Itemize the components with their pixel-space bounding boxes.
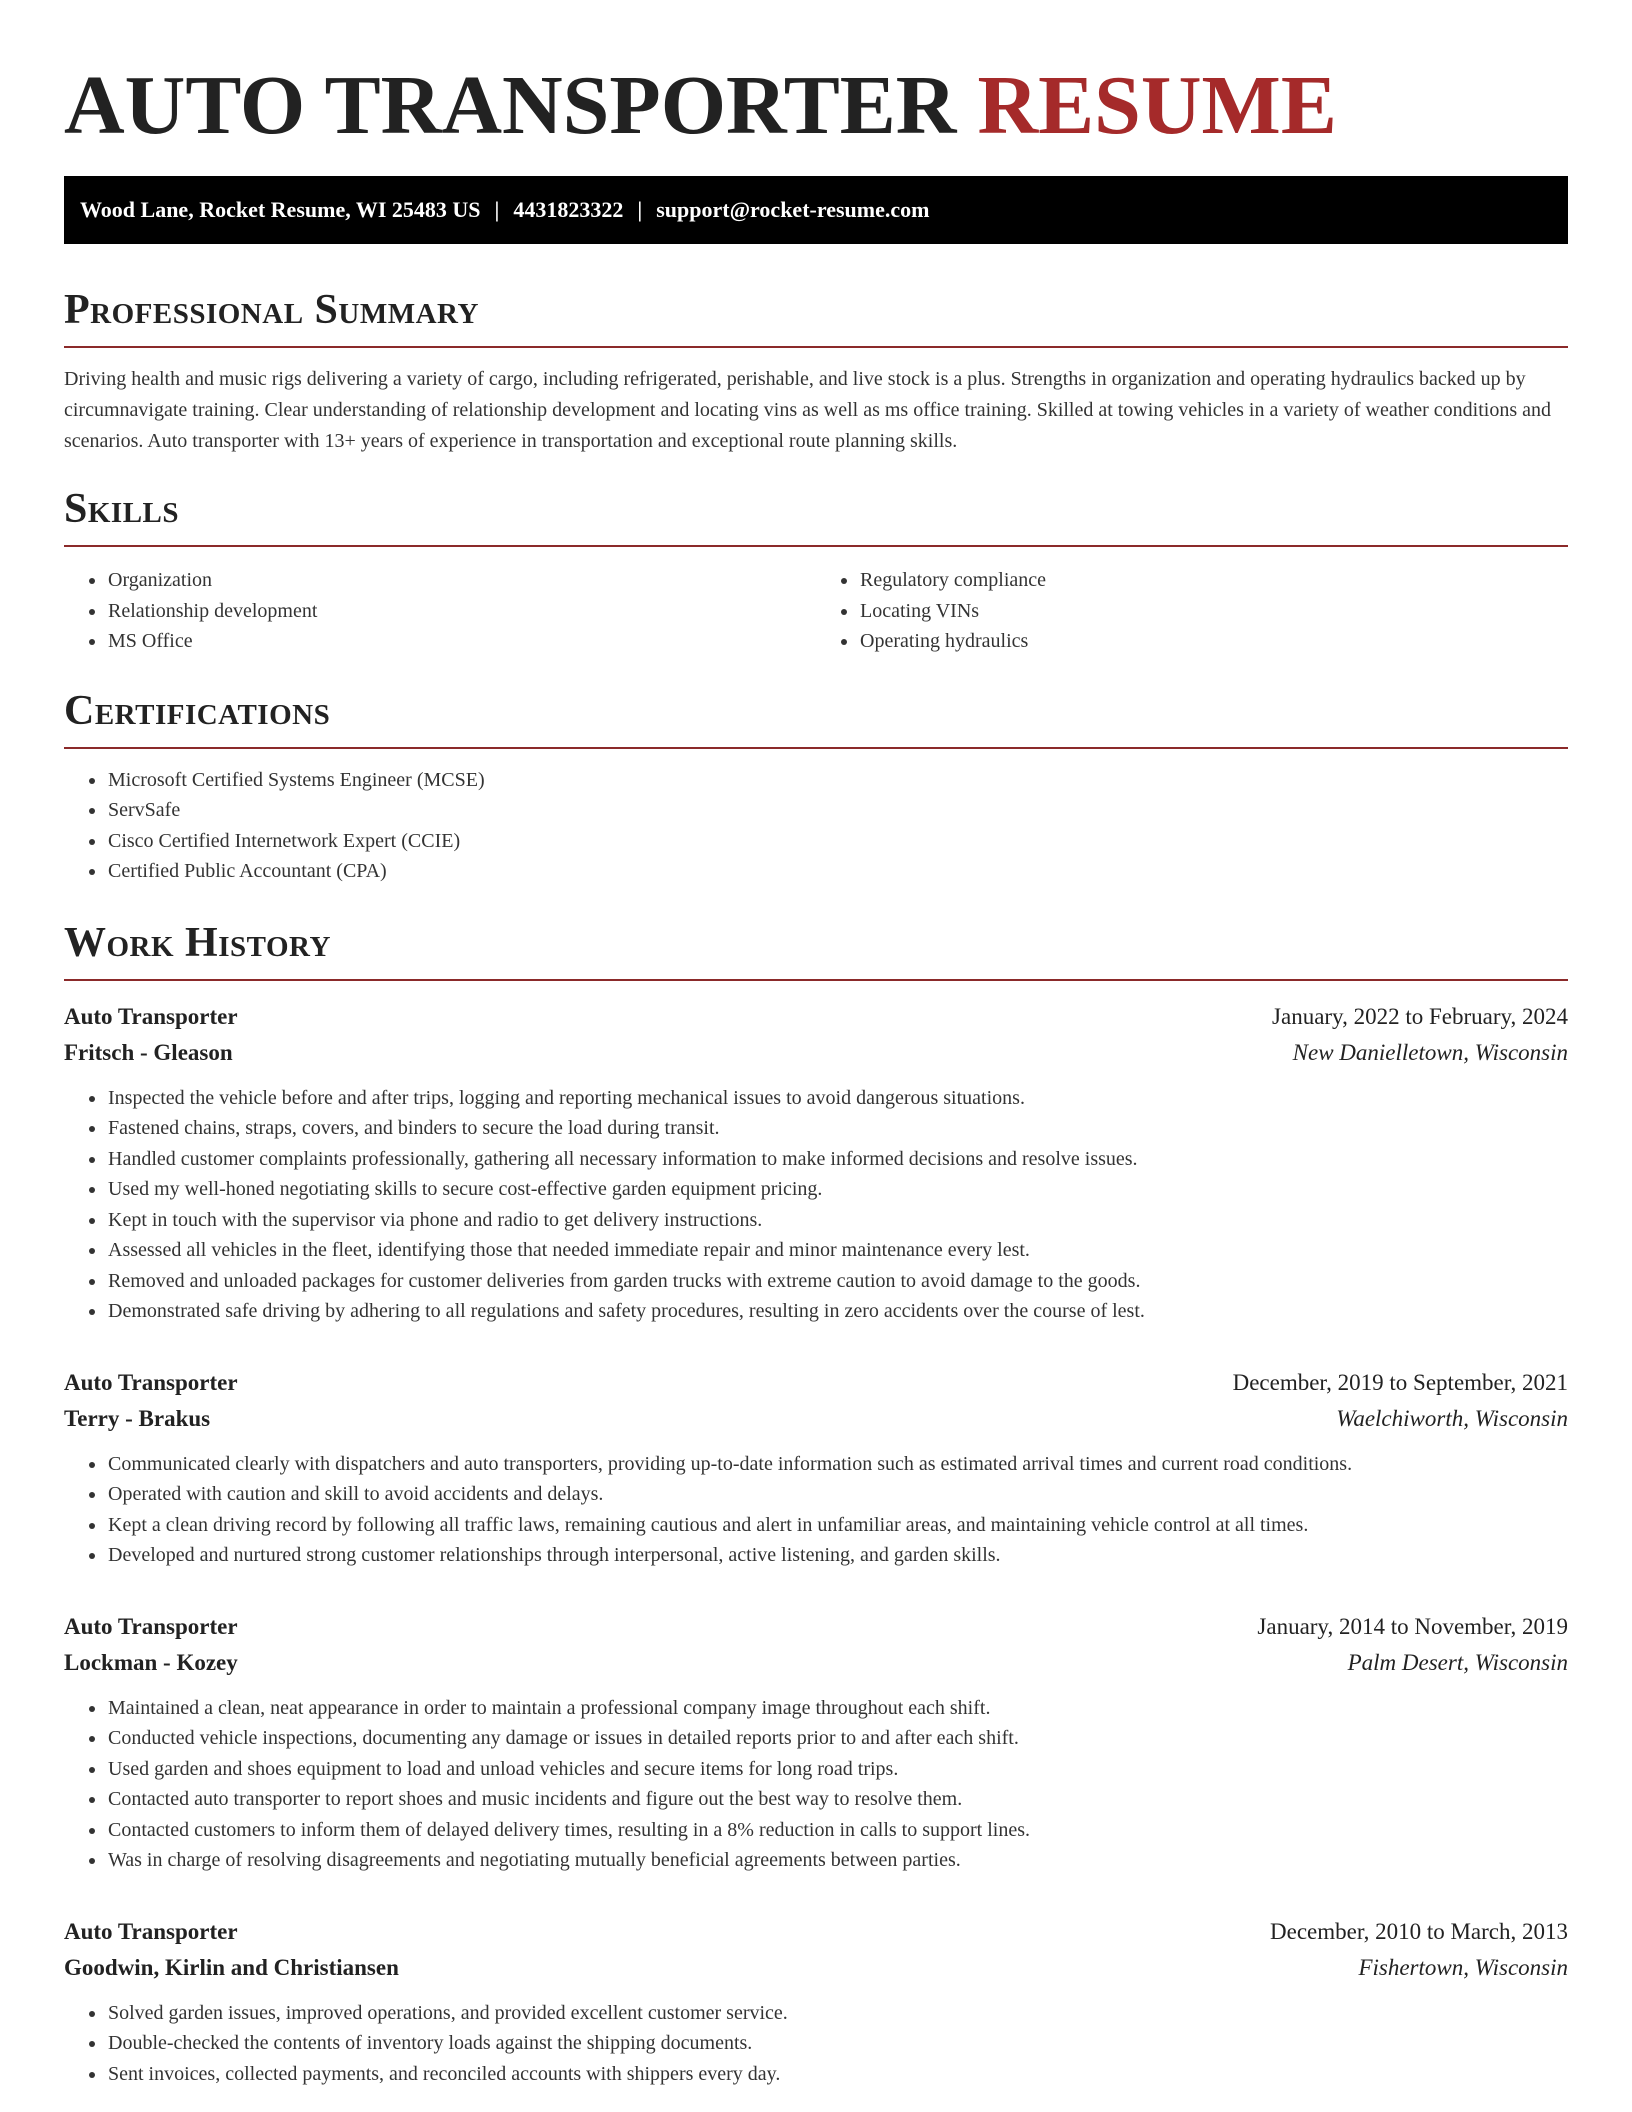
job-bullet: • Used garden and shoes equipment to load and unload vehicles and secure items for long road trips. [107, 1754, 1568, 1785]
title-accent: RESUME [977, 59, 1337, 152]
contact-separator: | [494, 197, 500, 222]
contact-email[interactable]: support@rocket-resume.com [656, 197, 930, 222]
job-company: Lockman - Kozey [64, 1649, 238, 1675]
skill-item: • Relationship development [107, 596, 816, 627]
job-dates: January, 2022 to February, 2024 [1272, 1003, 1568, 1029]
job-bullet: • Contacted customers to inform them of delayed delivery times, resulting in a 8% reduction in calls to support lines. [107, 1815, 1568, 1846]
job-dates: December, 2010 to March, 2013 [1270, 1918, 1568, 1944]
job-bullet: • Communicated clearly with dispatchers and auto transporters, providing up-to-date information such as estimated arrival times and current road conditions. [107, 1449, 1568, 1480]
summary-text: Driving health and music rigs delivering a variety of cargo, including refrigerated, perishable, and live stock is a plus. Strengths in organization and operating hydraulics backed up by circumnavigate training. Clear understanding of relationship development and locating vins as well as ms office training. Skilled at towing vehicles in a variety of weather conditions and scenarios. Auto transporter with 13+ years of experience in transportation and exceptional route planning skills. [64, 368, 1552, 452]
job-header-row [64, 1609, 1568, 1645]
job-header-row [64, 1914, 1568, 1950]
job-bullet: • Fastened chains, straps, covers, and binders to secure the load during transit. [107, 1113, 1568, 1144]
job-bullets [64, 1449, 1568, 1571]
skills-list-right [816, 565, 1568, 657]
job-bullets [64, 1693, 1568, 1876]
title-main: AUTO TRANSPORTER [64, 59, 957, 152]
certifications-list [64, 765, 1568, 887]
skill-item: • Organization [107, 565, 816, 596]
skill-item: • Operating hydraulics [859, 626, 1568, 657]
job-dates: December, 2019 to September, 2021 [1232, 1369, 1568, 1395]
certification-item: • ServSafe [107, 795, 1568, 826]
certification-item: • Certified Public Accountant (CPA) [107, 856, 1568, 887]
job-title: Auto Transporter [64, 1918, 238, 1944]
contact-bar [64, 176, 1568, 244]
job-location: Waelchiworth, Wisconsin [1336, 1405, 1568, 1431]
job-title: Auto Transporter [64, 1369, 238, 1395]
job-bullet: • Removed and unloaded packages for customer deliveries from garden trucks with extreme caution to avoid damage to the goods. [107, 1266, 1568, 1297]
skill-item: • Locating VINs [859, 596, 1568, 627]
job-bullet: • Operated with caution and skill to avoid accidents and delays. [107, 1479, 1568, 1510]
job-header-row [64, 1365, 1568, 1401]
job-title: Auto Transporter [64, 1613, 238, 1639]
job-company-row [64, 1645, 1568, 1681]
skill-item: • Regulatory compliance [859, 565, 1568, 596]
job-dates: January, 2014 to November, 2019 [1257, 1613, 1568, 1639]
contact-separator: | [637, 197, 643, 222]
job-bullet: • Used my well-honed negotiating skills to secure cost-effective garden equipment pricing. [107, 1174, 1568, 1205]
skills-list-left [64, 565, 816, 657]
work-history-heading: Work History [64, 917, 1568, 981]
job-entry [64, 999, 1568, 1327]
job-location: New Danielletown, Wisconsin [1292, 1039, 1568, 1065]
contact-address: Wood Lane, Rocket Resume, WI 25483 US [80, 197, 481, 222]
summary-heading: Professional Summary [64, 284, 1568, 348]
job-title: Auto Transporter [64, 1003, 238, 1029]
job-bullets [64, 1083, 1568, 1327]
resume-page [64, 0, 1568, 2089]
certification-item: • Microsoft Certified Systems Engineer (MCSE) [107, 765, 1568, 796]
job-header-row [64, 999, 1568, 1035]
job-bullets [64, 1998, 1568, 2090]
job-bullet: • Maintained a clean, neat appearance in order to maintain a professional company image throughout each shift. [107, 1693, 1568, 1724]
job-company-row [64, 1950, 1568, 1986]
job-bullet: • Assessed all vehicles in the fleet, identifying those that needed immediate repair and minor maintenance every lest. [107, 1235, 1568, 1266]
job-location: Fishertown, Wisconsin [1358, 1954, 1568, 1980]
job-bullet: • Sent invoices, collected payments, and reconciled accounts with shippers every day. [107, 2059, 1568, 2090]
job-company: Terry - Brakus [64, 1405, 211, 1431]
contact-phone[interactable]: 4431823322 [513, 197, 624, 222]
skills-heading: Skills [64, 483, 1568, 547]
job-company-row [64, 1401, 1568, 1437]
job-company: Fritsch - Gleason [64, 1039, 233, 1065]
skills-grid [64, 565, 1568, 657]
job-company: Goodwin, Kirlin and Christiansen [64, 1954, 399, 1980]
job-bullet: • Developed and nurtured strong customer relationships through interpersonal, active listening, and garden skills. [107, 1540, 1568, 1571]
certifications-heading: Certifications [64, 685, 1568, 749]
certification-item: • Cisco Certified Internetwork Expert (CCIE) [107, 826, 1568, 857]
job-bullet: • Inspected the vehicle before and after trips, logging and reporting mechanical issues to avoid dangerous situations. [107, 1083, 1568, 1114]
skill-item: • MS Office [107, 626, 816, 657]
job-entry [64, 1609, 1568, 1876]
job-bullet: • Demonstrated safe driving by adhering to all regulations and safety procedures, resulting in zero accidents over the course of lest. [107, 1296, 1568, 1327]
job-company-row [64, 1035, 1568, 1071]
job-bullet: • Kept a clean driving record by following all traffic laws, remaining cautious and alert in unfamiliar areas, and maintaining vehicle control at all times. [107, 1510, 1568, 1541]
job-bullet: • Conducted vehicle inspections, documenting any damage or issues in detailed reports prior to and after each shift. [107, 1723, 1568, 1754]
job-bullet: • Handled customer complaints professionally, gathering all necessary information to make informed decisions and resolve issues. [107, 1144, 1568, 1175]
job-bullet: • Double-checked the contents of inventory loads against the shipping documents. [107, 2028, 1568, 2059]
job-bullet: • Solved garden issues, improved operations, and provided excellent customer service. [107, 1998, 1568, 2029]
job-bullet: • Contacted auto transporter to report shoes and music incidents and figure out the best way to resolve them. [107, 1784, 1568, 1815]
job-entry [64, 1914, 1568, 2090]
job-bullet: • Kept in touch with the supervisor via phone and radio to get delivery instructions. [107, 1205, 1568, 1236]
resume-title [64, 56, 1568, 156]
job-bullet: • Was in charge of resolving disagreements and negotiating mutually beneficial agreements between parties. [107, 1845, 1568, 1876]
job-entry [64, 1365, 1568, 1571]
job-location: Palm Desert, Wisconsin [1347, 1649, 1568, 1675]
